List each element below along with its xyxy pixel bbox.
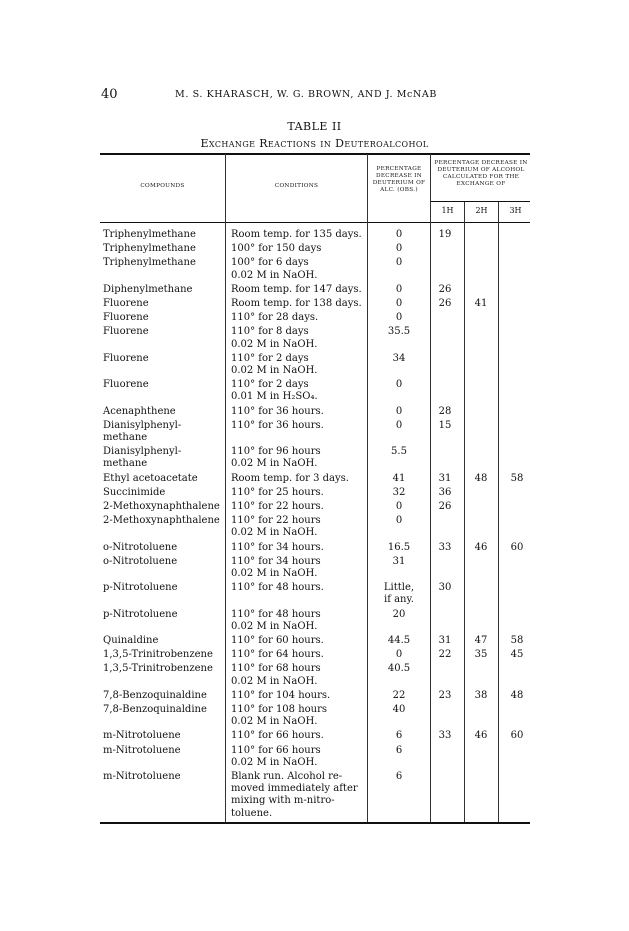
header-3h: 3H xyxy=(509,206,522,215)
conditions-line: 100° for 150 days xyxy=(231,243,322,255)
obs-decrease: 0 xyxy=(395,312,403,324)
conditions-line: 110° for 66 hours xyxy=(231,744,321,756)
col-divider-h2 xyxy=(498,202,499,822)
conditions-line: Blank run. Alcohol re- xyxy=(231,771,343,782)
top-rule xyxy=(100,153,530,155)
obs-decrease: 0 xyxy=(395,257,403,269)
compound-name: Fluorene xyxy=(103,326,149,338)
header-conditions: CONDITIONS xyxy=(274,183,319,189)
header-2h: 2H xyxy=(475,206,488,215)
col-divider-obs xyxy=(430,154,431,822)
calc-1h: 26 xyxy=(438,501,452,512)
compound-name: 1,3,5-Trinitrobenzene xyxy=(103,663,213,675)
obs-decrease: 32 xyxy=(392,486,406,498)
conditions-line: 110° for 34 hours xyxy=(231,555,321,567)
conditions-line: 110° for 36 hours. xyxy=(231,405,324,417)
calc-1h: 26 xyxy=(438,298,452,309)
calc-3h: 60 xyxy=(510,730,524,742)
conditions-line: 110° for 108 hours xyxy=(231,704,328,715)
compound-name: Ethyl acetoacetate xyxy=(103,472,198,484)
obs-decrease: 41 xyxy=(392,472,406,484)
obs-decrease: 31 xyxy=(392,555,406,567)
calc-2h: 46 xyxy=(474,541,488,553)
conditions-line: toluene. xyxy=(231,807,273,819)
col-divider-compound xyxy=(225,154,226,822)
obs-decrease: Little, xyxy=(383,582,415,594)
compound-name: Acenaphthene xyxy=(103,405,176,417)
compound-name: m-Nitrotoluene xyxy=(103,744,181,756)
conditions-line: 0.01 M in H₂SO₄. xyxy=(231,391,318,403)
conditions-line: Room temp. for 138 days. xyxy=(231,298,362,309)
calc-3h: 48 xyxy=(510,689,524,701)
obs-decrease: 0 xyxy=(395,379,403,391)
compound-name: m-Nitrotoluene xyxy=(103,771,181,782)
compound-name: Fluorene xyxy=(103,312,149,324)
compound-name: o-Nitrotoluene xyxy=(103,555,178,567)
obs-decrease: 0 xyxy=(395,419,403,431)
calc-3h: 45 xyxy=(510,649,524,661)
compound-name: o-Nitrotoluene xyxy=(103,541,178,553)
obs-decrease: 22 xyxy=(392,689,406,701)
conditions-line: 0.02 M in NaOH. xyxy=(231,675,318,687)
conditions-line: 0.02 M in NaOH. xyxy=(231,458,318,470)
conditions-line: 110° for 34 hours. xyxy=(231,541,324,553)
obs-decrease: 40 xyxy=(392,704,406,715)
conditions-line: 110° for 104 hours. xyxy=(231,689,331,701)
calc-3h: 60 xyxy=(510,541,524,553)
header-compounds: COMPOUNDS xyxy=(140,183,185,189)
conditions-line: 0.02 M in NaOH. xyxy=(231,365,318,376)
compound-name: Dianisylphenyl- xyxy=(103,419,182,431)
conditions-line: 0.02 M in NaOH. xyxy=(231,568,318,579)
table-title: TABLE II xyxy=(287,120,342,133)
obs-decrease: 0 xyxy=(395,243,403,255)
calc-3h: 58 xyxy=(510,472,524,484)
compound-name: m-Nitrotoluene xyxy=(103,730,181,742)
header-bottom-rule xyxy=(100,222,530,223)
conditions-line: 100° for 6 days xyxy=(231,257,309,269)
calc-2h: 48 xyxy=(474,472,488,484)
header-calc: PERCENTAGE DECREASE IN DEUTERIUM OF ALCOHOL CALCULATED FOR THE EXCHANGE OF xyxy=(434,160,528,187)
obs-decrease: 16.5 xyxy=(387,541,411,553)
bottom-rule xyxy=(100,822,530,824)
obs-decrease: 0 xyxy=(395,649,403,661)
calc-1h: 36 xyxy=(438,486,452,498)
obs-decrease: 0 xyxy=(395,501,403,512)
conditions-line: 110° for 22 hours. xyxy=(231,501,324,512)
compound-name: Diphenylmethane xyxy=(103,283,193,295)
compound-name: p-Nitrotoluene xyxy=(103,582,178,594)
calc-1h: 19 xyxy=(438,229,452,240)
conditions-line: Room temp. for 135 days. xyxy=(231,229,362,240)
conditions-line: 110° for 48 hours. xyxy=(231,582,324,594)
obs-decrease: 40.5 xyxy=(387,663,411,675)
conditions-line: 0.02 M in NaOH. xyxy=(231,338,318,350)
compound-name: 2-Methoxynaphthalene xyxy=(103,501,220,512)
conditions-line: Room temp. for 147 days. xyxy=(231,283,362,295)
compound-name: Triphenylmethane xyxy=(103,243,196,255)
conditions-line: 110° for 66 hours. xyxy=(231,730,324,742)
calc-1h: 30 xyxy=(438,582,452,594)
obs-decrease: 44.5 xyxy=(387,635,411,646)
calc-2h: 46 xyxy=(474,730,488,742)
obs-decrease: 6 xyxy=(395,730,403,742)
compound-name: Dianisylphenyl- xyxy=(103,446,182,458)
compound-name: p-Nitrotoluene xyxy=(103,608,178,620)
col-divider-conditions xyxy=(367,154,368,822)
conditions-line: 110° for 68 hours xyxy=(231,663,321,675)
compound-name: Triphenylmethane xyxy=(103,257,196,269)
calc-1h: 22 xyxy=(438,649,452,661)
table-caption: Exchange Reactions in Deuteroalcohol xyxy=(200,137,429,150)
obs-decrease: 6 xyxy=(395,771,403,782)
compound-name: 2-Methoxynaphthalene xyxy=(103,515,220,527)
conditions-line: mixing with m-nitro- xyxy=(231,795,335,807)
col-divider-h1 xyxy=(464,202,465,822)
conditions-line: 0.02 M in NaOH. xyxy=(231,716,318,728)
calc-1h: 31 xyxy=(438,472,452,484)
compound-name-cont: methane xyxy=(103,432,148,443)
calc-subheader-rule xyxy=(430,201,530,202)
page-number: 40 xyxy=(101,87,118,102)
conditions-line: 0.02 M in NaOH. xyxy=(231,620,318,632)
obs-decrease: 0 xyxy=(395,283,403,295)
obs-decrease: 0 xyxy=(395,229,403,240)
conditions-line: 110° for 96 hours xyxy=(231,446,321,458)
obs-decrease: 5.5 xyxy=(391,446,407,458)
conditions-line: 110° for 36 hours. xyxy=(231,419,324,431)
conditions-line: 110° for 2 days xyxy=(231,379,309,391)
compound-name: 1,3,5-Trinitrobenzene xyxy=(103,649,213,661)
calc-2h: 41 xyxy=(474,298,488,309)
calc-1h: 26 xyxy=(438,283,452,295)
conditions-line: 110° for 25 hours. xyxy=(231,486,324,498)
compound-name: Triphenylmethane xyxy=(103,229,196,240)
calc-1h: 23 xyxy=(438,689,452,701)
compound-name: 7,8-Benzoquinaldine xyxy=(103,689,207,701)
header-1h: 1H xyxy=(441,206,454,215)
compound-name: 7,8-Benzoquinaldine xyxy=(103,704,207,715)
compound-name: Fluorene xyxy=(103,352,149,364)
conditions-line: 110° for 2 days xyxy=(231,352,309,364)
obs-decrease: 35.5 xyxy=(387,326,411,338)
conditions-line: 110° for 64 hours. xyxy=(231,649,324,661)
conditions-line: 110° for 22 hours xyxy=(231,515,321,527)
obs-decrease: if any. xyxy=(384,594,414,606)
obs-decrease: 0 xyxy=(395,515,403,527)
compound-name: Quinaldine xyxy=(103,635,159,646)
conditions-line: 110° for 8 days xyxy=(231,326,309,338)
calc-1h: 33 xyxy=(438,730,452,742)
conditions-line: 110° for 28 days. xyxy=(231,312,319,324)
calc-2h: 35 xyxy=(474,649,488,661)
compound-name: Fluorene xyxy=(103,298,149,309)
conditions-line: moved immediately after xyxy=(231,783,358,795)
calc-2h: 38 xyxy=(474,689,488,701)
conditions-line: 0.02 M in NaOH. xyxy=(231,756,318,768)
obs-decrease: 0 xyxy=(395,405,403,417)
conditions-line: 110° for 60 hours. xyxy=(231,635,324,646)
calc-1h: 33 xyxy=(438,541,452,553)
calc-2h: 47 xyxy=(474,635,488,646)
calc-1h: 28 xyxy=(438,405,452,417)
calc-1h: 31 xyxy=(438,635,452,646)
calc-1h: 15 xyxy=(438,419,452,431)
compound-name: Fluorene xyxy=(103,379,149,391)
conditions-line: 0.02 M in NaOH. xyxy=(231,269,318,281)
conditions-line: 110° for 48 hours xyxy=(231,608,321,620)
calc-3h: 58 xyxy=(510,635,524,646)
conditions-line: 0.02 M in NaOH. xyxy=(231,527,318,539)
running-head: M. S. KHARASCH, W. G. BROWN, AND J. McNAB xyxy=(175,89,437,100)
conditions-line: Room temp. for 3 days. xyxy=(231,472,349,484)
obs-decrease: 20 xyxy=(392,608,406,620)
obs-decrease: 0 xyxy=(395,298,403,309)
obs-decrease: 6 xyxy=(395,744,403,756)
header-obs: PERCENTAGE DECREASE IN DEUTERIUM OF ALC. (OBS.) xyxy=(372,166,426,193)
compound-name-cont: methane xyxy=(103,458,148,470)
compound-name: Succinimide xyxy=(103,486,166,498)
obs-decrease: 34 xyxy=(392,352,406,364)
